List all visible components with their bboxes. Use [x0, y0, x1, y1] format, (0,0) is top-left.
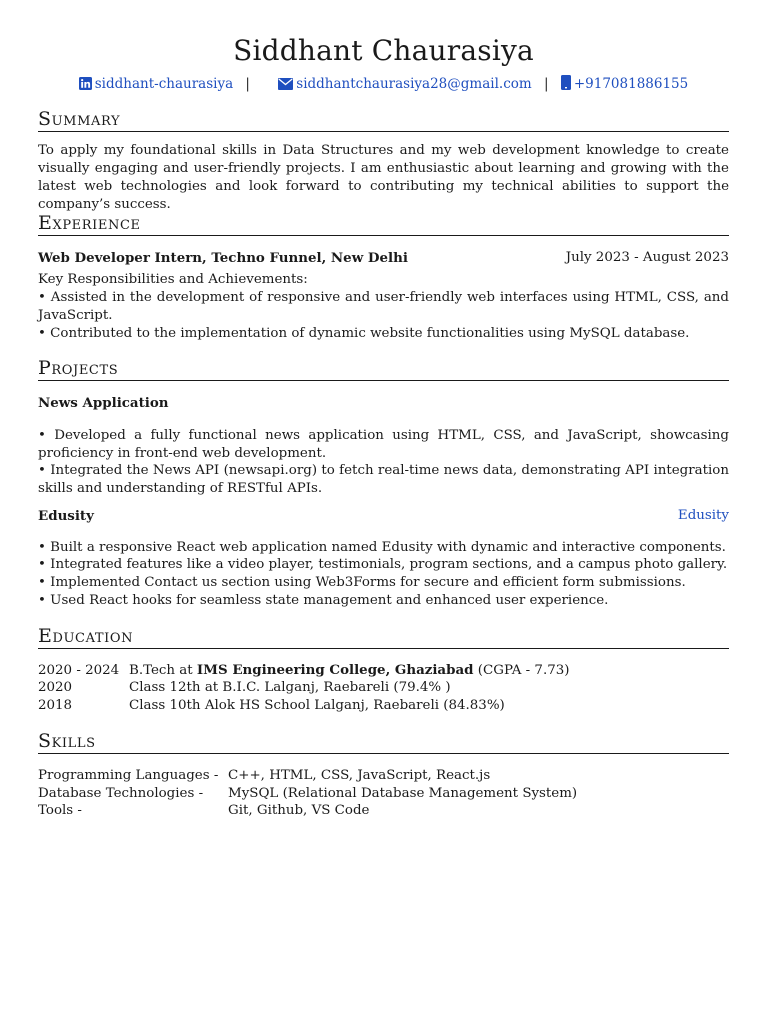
email-link[interactable]	[278, 76, 536, 92]
experience-dates: July 2023 - August 2023	[565, 250, 729, 265]
education-year: 2018	[38, 698, 73, 713]
linkedin-text: siddhant-chaurasiya	[94, 76, 234, 92]
project-bullet: • Developed a fully functional news application using HTML, CSS, and JavaScript, showcasing proficiency in front-end web development.	[38, 428, 729, 461]
education-year: 2020	[38, 680, 73, 695]
project-link[interactable]: Edusity	[677, 508, 729, 523]
project-bullet: • Integrated features like a video player, testimonials, program sections, and a campus photo gallery.	[38, 557, 728, 572]
project-bullet: • Built a responsive React web application named Edusity with dynamic and interactive components.	[38, 540, 726, 555]
project-bullet: • Used React hooks for seamless state management and enhanced user experience.	[38, 593, 609, 608]
education-detail: B.Tech at IMS Engineering College, Ghaziabad (CGPA - 7.73)	[129, 662, 570, 678]
phone-icon	[561, 75, 571, 95]
summary-text: To apply my foundational skills in Data Structures and my web development knowledge to create visually engaging and user-friendly projects. I am enthusiastic about learning and growing with the latest web technologies and look forward to contributing my technical abilities to support the company’s success.	[38, 143, 729, 212]
experience-role: Web Developer Intern, Techno Funnel, New Delhi	[38, 250, 408, 266]
project-bullet: • Implemented Contact us section using Web3Forms for secure and efficient form submissions.	[38, 575, 686, 590]
education-institution: IMS Engineering College, Ghaziabad	[196, 662, 474, 678]
section-title-experience: Experience	[38, 211, 729, 236]
section-title-education: Education	[38, 624, 729, 649]
education-year: 2020 - 2024	[38, 663, 120, 678]
envelope-icon	[278, 77, 293, 95]
experience-intro: Key Responsibilities and Achievements:	[38, 272, 308, 287]
skill-label: Tools -	[38, 803, 82, 818]
project-name: News Application	[38, 395, 169, 411]
separator: |	[245, 76, 250, 92]
separator: |	[543, 76, 549, 92]
skill-value: MySQL (Relational Database Management System)	[228, 786, 578, 801]
linkedin-icon	[79, 77, 92, 95]
skill-label: Programming Languages -	[38, 768, 219, 783]
contact-bar	[38, 75, 729, 95]
education-detail: Class 10th Alok HS School Lalganj, Raebareli (84.83%)	[129, 698, 505, 713]
phone-link[interactable]	[561, 76, 688, 92]
section-title-summary: Summary	[38, 107, 729, 132]
skill-value: Git, Github, VS Code	[228, 803, 370, 818]
education-detail: Class 12th at B.I.C. Lalganj, Raebareli (79.4% )	[129, 680, 451, 695]
skill-label: Database Technologies -	[38, 786, 204, 801]
linkedin-link[interactable]	[79, 76, 238, 92]
section-title-projects: Projects	[38, 356, 729, 381]
project-bullet: • Integrated the News API (newsapi.org) to fetch real-time news data, demonstrating API integration skills and understanding of RESTful APIs.	[38, 463, 729, 496]
phone-text: +917081886155	[573, 76, 689, 92]
section-title-skills: Skills	[38, 729, 729, 754]
skill-value: C++, HTML, CSS, JavaScript, React.js	[228, 768, 491, 783]
project-name: Edusity	[38, 508, 94, 524]
email-text: siddhantchaurasiya28@gmail.com	[296, 76, 532, 92]
candidate-name: Siddhant Chaurasiya	[233, 34, 534, 67]
experience-bullet: • Assisted in the development of responsive and user-friendly web interfaces using HTML, CSS, and JavaScript.	[38, 290, 729, 323]
experience-bullet: • Contributed to the implementation of dynamic website functionalities using MySQL database.	[38, 326, 690, 341]
